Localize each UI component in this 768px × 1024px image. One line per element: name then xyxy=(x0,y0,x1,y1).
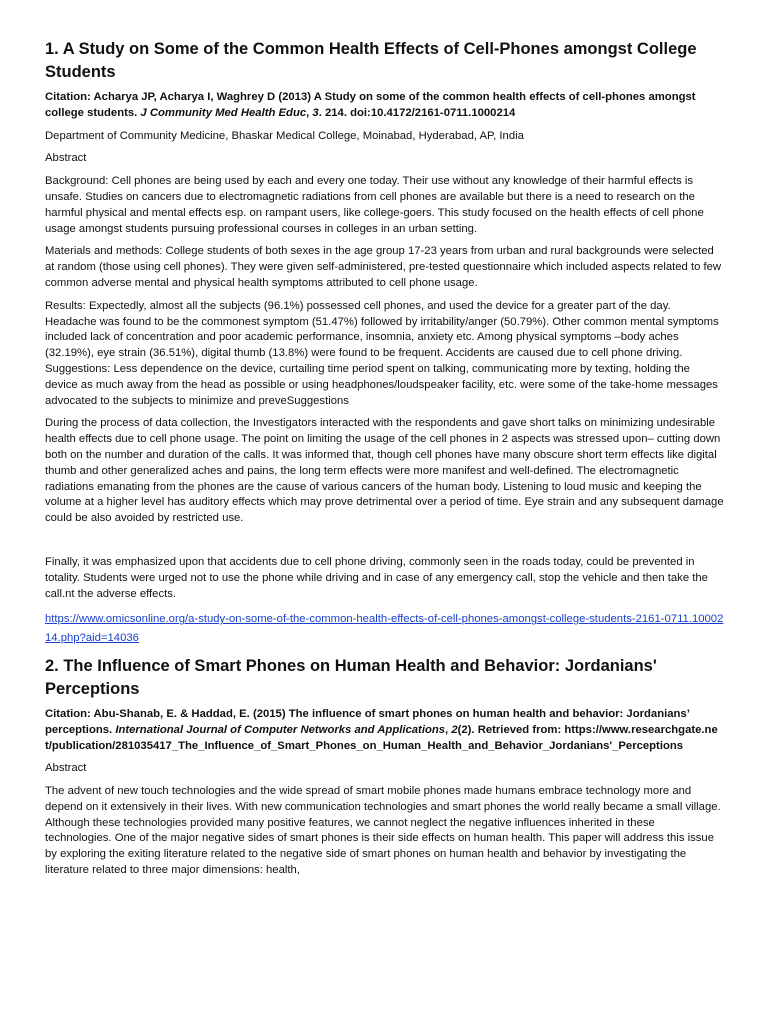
section1-department: Department of Community Medicine, Bhaskar Medical College, Moinabad, Hyderabad, AP, India xyxy=(45,129,524,142)
section1-source-link[interactable]: https://www.omicsonline.org/a-study-on-some-of-the-common-health-effects-of-cell-phones-amongst-college-students-2161-0711.1000214.php?aid=14036 xyxy=(45,613,724,645)
section1-process: During the process of data collection, the Investigators interacted with the respondents and gave short talks on minimizing undesirable health effects due to cell phone usage. The point on limiting the usage of the cell phones in 2 aspects was stressed upon– cutting down both on the number and duration of the calls. It was informed that, though cell phones have many obscure short term effects like digital thumb and other generalized aches and pains, the long term effects were more manifest and well-defined. The electromagnetic radiations emanating from the phones are the cause of various cancers of the human body. Listening to loud music and keeping the volume at a higher level has auditory effects which may prove detrimental over a period of time. Eye strain and any subsequent damage could be also avoided by restricted use. xyxy=(45,417,724,525)
section1-results: Results: Expectedly, almost all the subjects (96.1%) possessed cell phones, and used the device for a greater part of the day. Headache was found to be the commonest symptom (51.47%) followed by irritability/anger (50.79%). Other common mental symptoms included lack of concentration and poor academic performance, insomnia, anxiety etc. Among physical symptoms –body aches (32.19%), eye strain (36.51%), digital thumb (13.8%) were found to be frequent. Accidents are caused due to cell phone driving. Suggestions: Less dependence on the device, curtailing time period spent on talking, communicating more by texting, holding the device as much away from the head as possible or using headphones/loudspeaker facility, etc. were some of the take-home messages advocated to the subjects to minimize and preveSuggestions xyxy=(45,299,719,407)
citation-journal: J Community Med Health Educ xyxy=(140,106,307,119)
section1-abstract-heading: Abstract xyxy=(45,152,87,165)
citation-text: Citation: Abu-Shanab, E. & Haddad, E. (2015) The influence of smart phones on human health and behavior: Jordanians’ perceptions. xyxy=(45,707,690,736)
section1-finally: Finally, it was emphasized upon that accidents due to cell phone driving, commonly seen in the roads today, could be prevented in totality. Students were urged not to use the phone while driving and in case of any emergency call, stop the vehicle and then take the call.nt the adverse effects. xyxy=(45,555,708,600)
citation-journal: International Journal of Computer Networks and Applications xyxy=(115,723,446,736)
citation-suffix: (2). Retrieved from: https://www.researchgate.net/publication/281035417_The_Influence_of_Smart_Phones_on_Human_Health_and_Behavior_Jordanians'_Perceptions xyxy=(45,723,718,752)
section2-abstract-heading: Abstract xyxy=(45,762,87,775)
citation-suffix: . 214. doi:10.4172/2161-0711.1000214 xyxy=(318,106,516,119)
section2-title: 2. The Influence of Smart Phones on Human Health and Behavior: Jordanians' Perceptions xyxy=(45,656,657,698)
citation-volume: 3 xyxy=(312,106,319,119)
section1-title: 1. A Study on Some of the Common Health Effects of Cell-Phones amongst College Students xyxy=(45,40,697,81)
section2-abstract: The advent of new touch technologies and the wide spread of smart mobile phones made humans embrace technology more and depend on it extensively in their lives. With new communication technologies and smart phones the world really became a small village. Although these technologies provided many positive features, we cannot neglect the negative influences inherited in these technologies. One of the major negative sides of smart phones is their side effects on human health. This paper will address this issue by exploring the exiting literature related to the negative side of smart phones on human health and behavior by investigating the literature related to three major dimensions: health, xyxy=(45,785,721,877)
section1-methods: Materials and methods: College students of both sexes in the age group 17-23 years from urban and rural backgrounds were selected at random (those using cell phones). They were given self-administered, pre-tested questionnaire which included aspects related to few common adverse mental and physical health symptoms attributed to cell phone usage. xyxy=(45,245,722,289)
citation-sep: , xyxy=(306,106,313,119)
section1-link-wrap xyxy=(45,609,724,647)
section1-citation xyxy=(45,90,724,122)
citation-sep: , xyxy=(445,723,452,736)
section1-background: Background: Cell phones are being used by each and every one today. Their use without any knowledge of their harmful effects is unsafe. Studies on cancers due to electromagnetic radiations from cell phones are available but there is a need to research on the harmful physical and mental effects esp. on rampant users, like college-goers. This study focused on the health effects of cell phone usage amongst students pursuing professional courses in colleges in an urban setting. xyxy=(45,175,704,235)
citation-text: Citation: Acharya JP, Acharya I, Waghrey D (2013) A Study on some of the common health effects of cell-phones amongst college students. xyxy=(45,91,696,119)
citation-volume: 2 xyxy=(451,723,458,736)
section2-citation xyxy=(45,707,724,754)
